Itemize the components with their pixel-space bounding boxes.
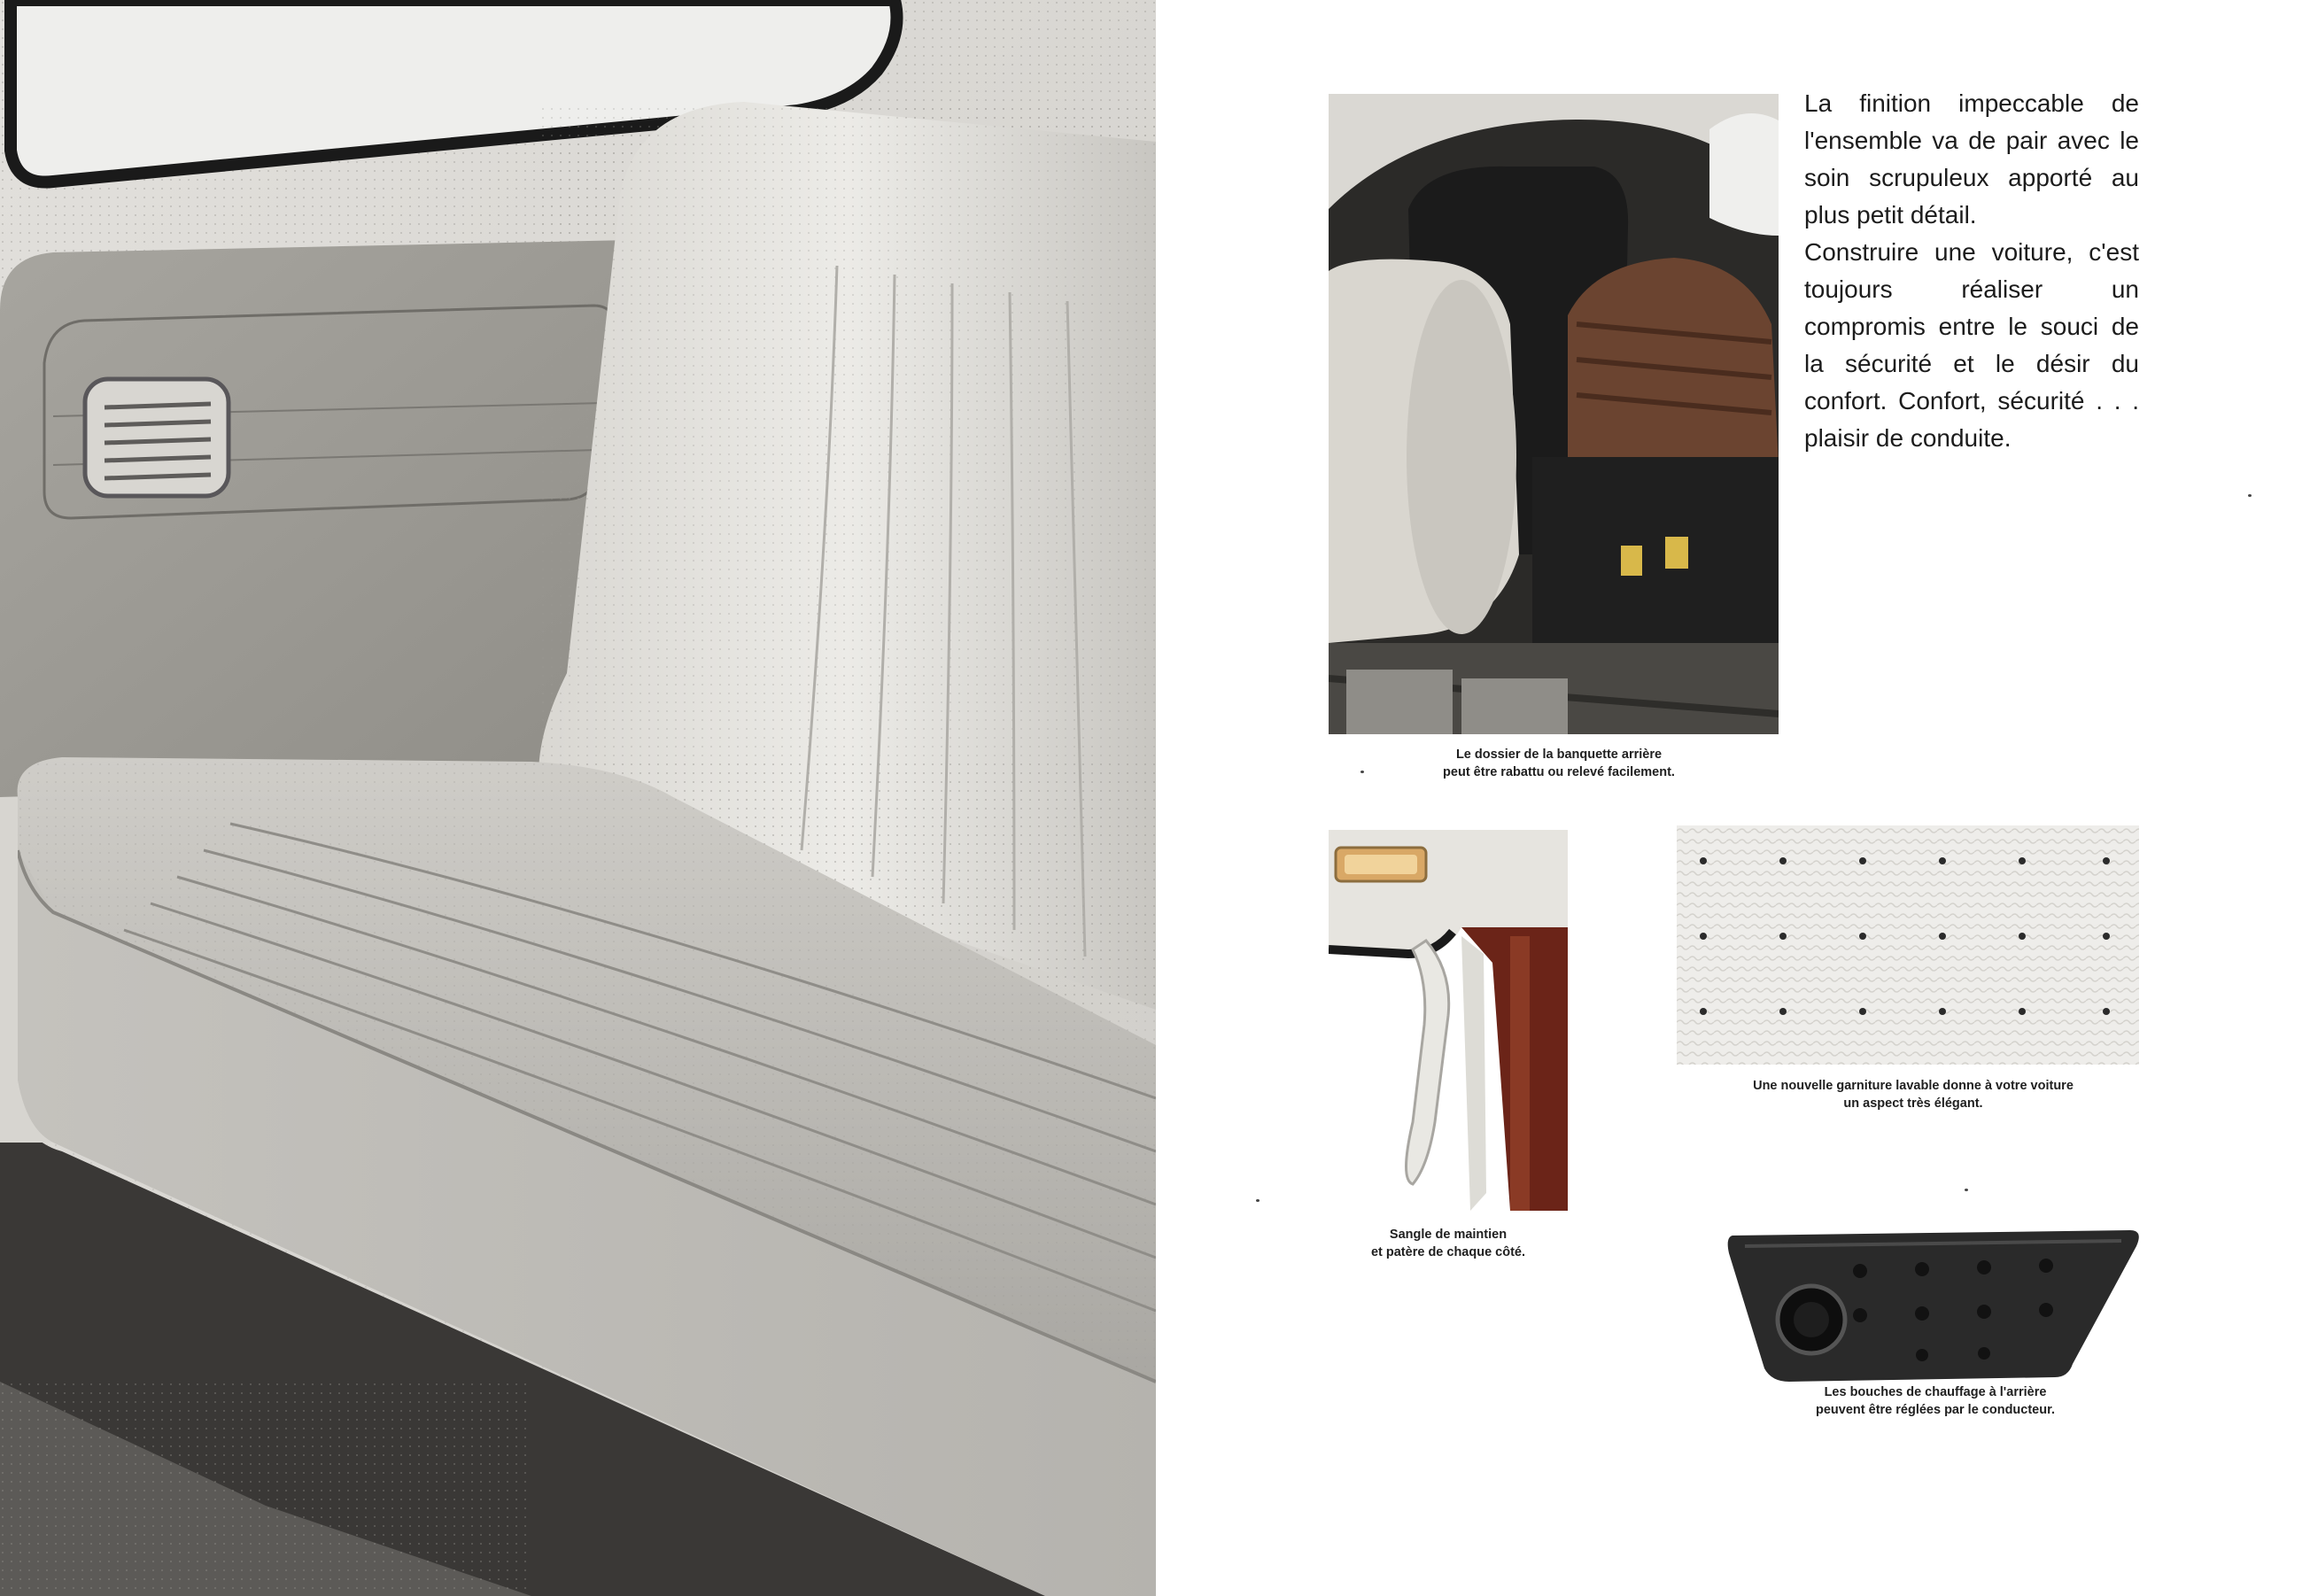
heater-vent-photo	[1727, 1227, 2143, 1386]
luggage-photo	[1329, 94, 1779, 734]
print-speck	[2248, 494, 2252, 497]
caption-luggage: Le dossier de la banquette arrière peut être rabattu ou relevé facilement.	[1443, 748, 1675, 779]
print-speck	[1965, 1189, 1968, 1191]
strap-photo	[1329, 830, 1568, 1211]
print-speck	[1360, 771, 1364, 773]
intro-paragraph-1: La finition impeccable de l'ensemble va de pair avec le soin scrupuleux apporté au plus petit détail.	[1804, 89, 2139, 229]
upholstery-swatch-photo	[1677, 825, 2139, 1065]
caption-heater: Les bouches de chauffage à l'arrière peuvent être réglées par le conducteur.	[1816, 1385, 2055, 1417]
intro-paragraph-2: Construire une voiture, c'est toujours réaliser un compromis entre le souci de la sécurité et le désir du confort. Confort, sécurité . . . plaisir de conduite.	[1804, 238, 2139, 452]
caption-upholstery: Une nouvelle garniture lavable donne à votre voiture un aspect très élégant.	[1753, 1079, 2074, 1111]
print-speck	[1256, 1199, 1260, 1202]
caption-strap: Sangle de maintien et patère de chaque côté.	[1370, 1228, 1526, 1259]
intro-text	[1804, 85, 2139, 457]
